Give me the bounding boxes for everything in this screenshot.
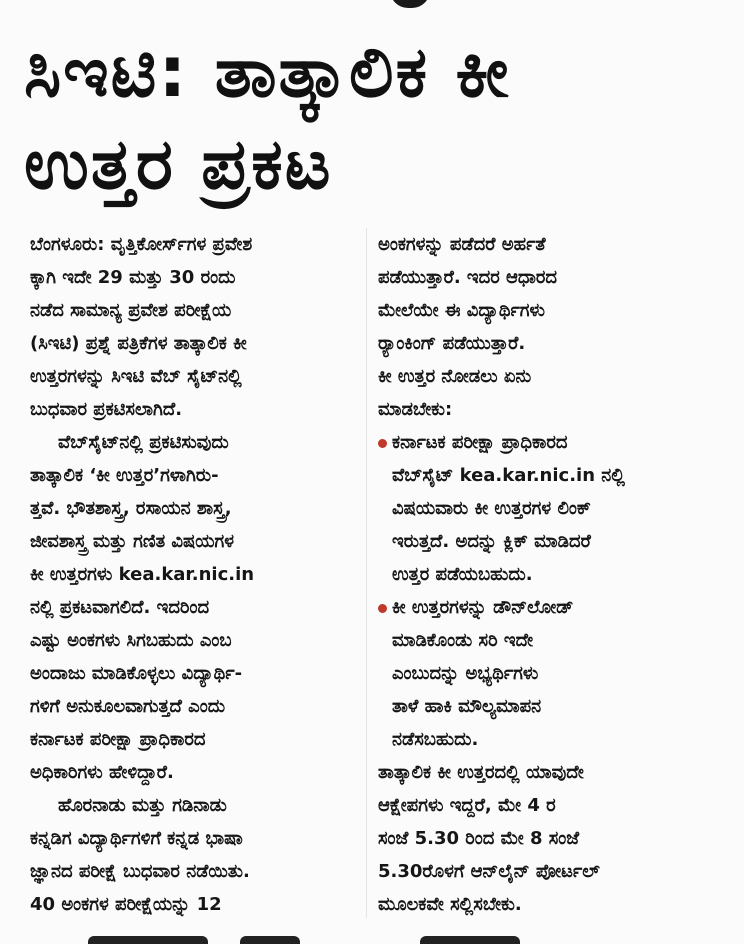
bullet-item-line: ಎಂಬುದನ್ನು ಅಭ್ಯರ್ಥಿಗಳು bbox=[392, 663, 539, 684]
body-line: ಮಾಡಬೇಕು: bbox=[378, 399, 453, 420]
body-line: ಅಧಿಕಾರಿಗಳು ಹೇಳಿದ್ದಾರೆ. bbox=[30, 762, 174, 783]
body-line: ವೆಬ್‌ಸೈಟ್‌ನಲ್ಲಿ ಪ್ರಕಟಿಸುವುದು bbox=[58, 432, 229, 453]
body-line: ಗಳಿಗೆ ಅನುಕೂಲವಾಗುತ್ತದೆ ಎಂದು bbox=[30, 696, 226, 717]
body-line: ತಾತ್ಕಾಲಿಕ ಕೀ ಉತ್ತರದಲ್ಲಿ ಯಾವುದೇ bbox=[378, 762, 584, 783]
body-line: ನಡೆದ ಸಾಮಾನ್ಯ ಪ್ರವೇಶ ಪರೀಕ್ಷೆಯ bbox=[30, 300, 232, 321]
article-column-left bbox=[30, 228, 360, 921]
cut-off-text-fragment bbox=[420, 936, 520, 944]
body-line: ಅಂಕಗಳನ್ನು ಪಡೆದರೆ ಅರ್ಹತೆ bbox=[378, 234, 546, 255]
cut-off-text-fragment bbox=[88, 936, 208, 944]
body-line: ಕರ್ನಾಟಕ ಪರೀಕ್ಷಾ ಪ್ರಾಧಿಕಾರದ bbox=[30, 729, 206, 750]
headline-line-2: ಉತ್ತರ ಪ್ರಕಟ bbox=[24, 123, 333, 205]
body-line: ಸಂಜೆ 5.30 ರಿಂದ ಮೇ 8 ಸಂಜೆ bbox=[378, 828, 580, 849]
body-line: ತ್ತವೆ. ಭೌತಶಾಸ್ತ್ರ, ರಸಾಯನ ಶಾಸ್ತ್ರ, bbox=[30, 498, 232, 519]
bullet-item-line: ಕರ್ನಾಟಕ ಪರೀಕ್ಷಾ ಪ್ರಾಧಿಕಾರದ bbox=[378, 426, 708, 459]
headline-line-1: ಸಿಇಟಿ: ತಾತ್ಕಾಲಿಕ ಕೀ bbox=[24, 31, 511, 113]
body-line: ಬುಧವಾರ ಪ್ರಕಟಿಸಲಾಗಿದೆ. bbox=[30, 399, 183, 420]
body-line: ಎಷ್ಟು ಅಂಕಗಳು ಸಿಗಬಹುದು ಎಂಬ bbox=[30, 630, 232, 651]
top-edge-fragment bbox=[0, 0, 744, 18]
bottom-edge-fragment bbox=[0, 930, 744, 944]
cut-off-text-fragment bbox=[240, 936, 300, 944]
body-line: ಕೀ ಉತ್ತರಗಳು kea.kar.nic.in bbox=[30, 564, 255, 585]
bullet-item-line: ವೆಬ್‌ಸೈಟ್ kea.kar.nic.in ನಲ್ಲಿ bbox=[392, 465, 625, 486]
body-line: ನಲ್ಲಿ ಪ್ರಕಟವಾಗಲಿದೆ. ಇದರಿಂದ bbox=[30, 597, 210, 618]
body-line: ರ್‍ಯಾಂಕಿಂಗ್ ಪಡೆಯುತ್ತಾರೆ. bbox=[378, 333, 526, 354]
column-divider bbox=[366, 228, 367, 918]
body-line: ಹೊರನಾಡು ಮತ್ತು ಗಡಿನಾಡು bbox=[58, 795, 227, 816]
bullet-item-line: ವಿಷಯವಾರು ಕೀ ಉತ್ತರಗಳ ಲಿಂಕ್ bbox=[392, 498, 591, 519]
article-column-right bbox=[378, 228, 708, 921]
body-line: 5.30ರೊಳಗೆ ಆನ್‌ಲೈನ್ ಪೋರ್ಟಲ್ bbox=[378, 861, 600, 882]
body-line: ಉತ್ತರಗಳನ್ನು ಸಿಇಟಿ ವೆಬ್ ಸೈಟ್‌ನಲ್ಲಿ bbox=[30, 366, 242, 387]
cut-off-glyph bbox=[390, 0, 430, 8]
body-line: ಮೇಲೆಯೇ ಈ ವಿದ್ಯಾರ್ಥಿಗಳು bbox=[378, 300, 546, 321]
bullet-item-line: ಮಾಡಿಕೊಂಡು ಸರಿ ಇದೇ bbox=[392, 630, 534, 651]
body-line: ತಾತ್ಕಾಲಿಕ ‘ಕೀ ಉತ್ತರ’ಗಳಾಗಿರು- bbox=[30, 465, 219, 486]
body-line: ಕ್ಕಾಗಿ ಇದೇ 29 ಮತ್ತು 30 ರಂದು bbox=[30, 267, 236, 288]
body-line: (ಸಿಇಟಿ) ಪ್ರಶ್ನೆ ಪತ್ರಿಕೆಗಳ ತಾತ್ಕಾಲಿಕ ಕೀ bbox=[30, 333, 247, 354]
body-line: ಜೀವಶಾಸ್ತ್ರ ಮತ್ತು ಗಣಿತ ವಿಷಯಗಳ bbox=[30, 531, 235, 552]
body-line: ಕನ್ನಡಿಗ ವಿದ್ಯಾರ್ಥಿಗಳಿಗೆ ಕನ್ನಡ ಭಾಷಾ bbox=[30, 828, 243, 849]
bullet-item-line: ಇರುತ್ತದೆ. ಅದನ್ನು ಕ್ಲಿಕ್ ಮಾಡಿದರೆ bbox=[392, 531, 591, 552]
bullet-item-line: ಕೀ ಉತ್ತರಗಳನ್ನು ಡೌನ್‌ಲೋಡ್ bbox=[378, 591, 708, 624]
bullet-item-line: ತಾಳೆ ಹಾಕಿ ಮೌಲ್ಯಮಾಪನ bbox=[392, 696, 542, 717]
body-line: ಮೂಲಕವೇ ಸಲ್ಲಿಸಬೇಕು. bbox=[378, 894, 522, 915]
body-line: ಅಂದಾಜು ಮಾಡಿಕೊಳ್ಳಲು ವಿದ್ಯಾರ್ಥಿ- bbox=[30, 663, 243, 684]
body-line: ಜ್ಞಾನದ ಪರೀಕ್ಷೆ ಬುಧವಾರ ನಡೆಯಿತು. bbox=[30, 861, 250, 882]
body-line: 40 ಅಂಕಗಳ ಪರೀಕ್ಷೆಯನ್ನು 12 bbox=[30, 894, 222, 915]
body-line: ಬೆಂಗಳೂರು: ವೃತ್ತಿಕೋರ್ಸ್‌ಗಳ ಪ್ರವೇಶ bbox=[30, 234, 253, 255]
bullet-item-line: ನಡೆಸಬಹುದು. bbox=[392, 729, 479, 750]
body-line: ಕೀ ಉತ್ತರ ನೋಡಲು ಏನು bbox=[378, 366, 532, 387]
body-line: ಆಕ್ಷೇಪಗಳು ಇದ್ದರೆ, ಮೇ 4 ರ bbox=[378, 795, 556, 816]
body-line: ಪಡೆಯುತ್ತಾರೆ. ಇದರ ಆಧಾರದ bbox=[378, 267, 558, 288]
bullet-item-line: ಉತ್ತರ ಪಡೆಯಬಹುದು. bbox=[392, 564, 533, 585]
headline bbox=[24, 26, 724, 210]
